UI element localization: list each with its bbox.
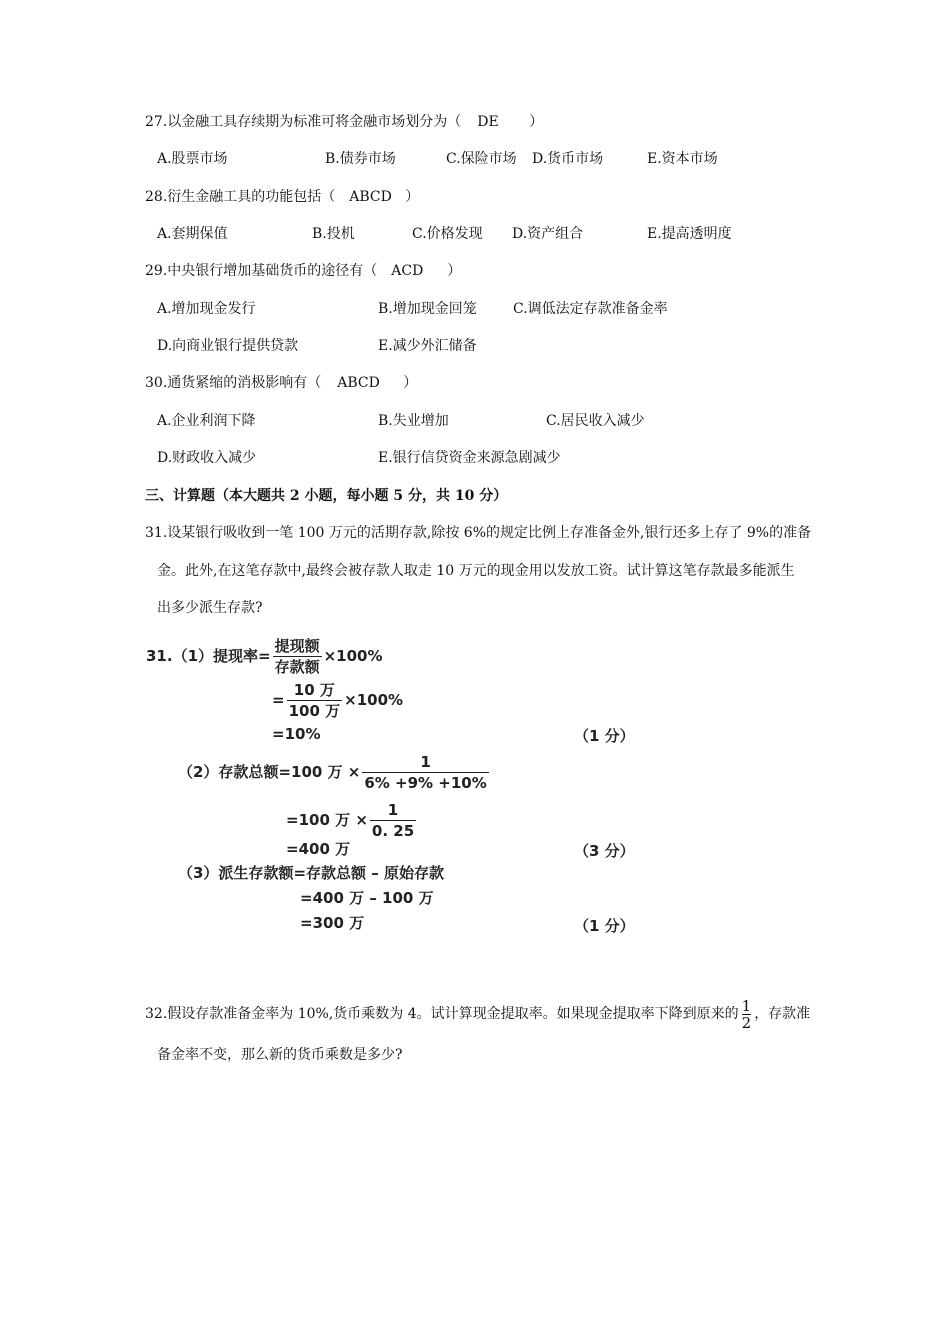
q28-option-d: D.资产组合 <box>512 226 584 242</box>
fraction-total-deposit <box>362 752 488 793</box>
equals-sign: = <box>272 691 285 709</box>
equals-sign: = <box>258 647 271 665</box>
times-100-percent: ×100% <box>323 647 383 665</box>
question-28-answer: ABCD <box>349 189 392 205</box>
question-29-close: ） <box>447 263 462 279</box>
question-32-text-b: ，存款准 <box>754 1006 811 1022</box>
score-1: （1 分） <box>574 727 635 745</box>
multiplier: =100 万 × <box>278 763 361 781</box>
fraction-one-half <box>742 998 752 1031</box>
fraction-one-over-025 <box>370 800 416 841</box>
q30-option-a: A.企业利润下降 <box>157 413 256 429</box>
fraction-numerator: 1 <box>387 801 399 819</box>
question-30-stem <box>145 374 417 392</box>
question-32-text-a: 32.假设存款准备金率为 10%,货币乘数为 4。试计算现金提取率。如果现金提取率下降到原来的 <box>145 1006 739 1022</box>
derived-deposit-formula: =存款总额 – 原始存款 <box>293 864 444 882</box>
fraction-numerator: 提现额 <box>274 637 320 655</box>
question-27-stem <box>145 113 543 131</box>
question-27-text: 27.以金融工具存续期为标准可将金融市场划分为（ <box>145 114 462 130</box>
solution-step-1b <box>272 680 403 721</box>
times-100-percent: ×100% <box>344 691 404 709</box>
score-2: （3 分） <box>574 842 635 860</box>
solution-result-2: =400 万 <box>286 840 351 858</box>
solution-result-3: =300 万 <box>300 914 365 932</box>
question-28-stem <box>145 188 419 206</box>
question-29-answer: ACD <box>391 263 424 279</box>
fraction-numerator: 1 <box>420 753 431 771</box>
section-heading: 三、计算题（本大题共 2 小题，每小题 5 分，共 10 分） <box>145 488 508 504</box>
question-29-stem <box>145 262 461 280</box>
fraction-numerator: 1 <box>741 996 752 1015</box>
q30-option-b: B.失业增加 <box>378 413 449 429</box>
question-27-answer: DE <box>477 114 499 130</box>
question-30-answer: ABCD <box>337 375 380 391</box>
solution-step-2 <box>178 752 491 793</box>
multiplier: =100 万 × <box>286 811 368 829</box>
fraction-denominator: 100 万 <box>288 702 341 720</box>
q29-option-e: E.减少外汇储备 <box>378 338 477 354</box>
q30-option-e: E.银行信贷资金来源急剧减少 <box>378 450 561 466</box>
q27-option-b: B.债券市场 <box>325 151 396 167</box>
question-28-close: ） <box>405 189 420 205</box>
q28-option-b: B.投机 <box>312 226 355 242</box>
q28-option-c: C.价格发现 <box>412 226 483 242</box>
question-32-line-2: 备金率不变，那么新的货币乘数是多少? <box>157 1047 403 1063</box>
question-31-line-2: 金。此外,在这笔存款中,最终会被存款人取走 10 万元的现金用以发放工资。试计算这笔存款最多能派生 <box>157 563 795 579</box>
q27-option-a: A.股票市场 <box>157 151 228 167</box>
solution-step-3 <box>178 863 444 883</box>
q30-option-d: D.财政收入减少 <box>157 450 257 466</box>
q29-option-b: B.增加现金回笼 <box>378 301 477 317</box>
fraction-denominator: 0. 25 <box>371 822 415 840</box>
question-28-text: 28.衍生金融工具的功能包括（ <box>145 189 336 205</box>
solution-step-3b: =400 万 – 100 万 <box>300 889 434 907</box>
q29-option-c: C.调低法定存款准备金率 <box>513 301 668 317</box>
solution-result-1: =10% <box>272 725 321 743</box>
fraction-denominator: 存款额 <box>274 658 320 676</box>
solution-step-2b <box>286 800 418 841</box>
fraction-denominator: 6% +9% +10% <box>364 774 487 792</box>
question-27-close: ） <box>529 114 544 130</box>
question-29-text: 29.中央银行增加基础货币的途径有（ <box>145 263 378 279</box>
q29-option-d: D.向商业银行提供贷款 <box>157 338 299 354</box>
fraction-withdrawal <box>273 636 322 677</box>
fraction-10-over-100 <box>287 680 343 721</box>
q28-option-e: E.提高透明度 <box>647 226 732 242</box>
question-30-text: 30.通货紧缩的消极影响有（ <box>145 375 322 391</box>
fraction-numerator: 10 万 <box>293 681 335 699</box>
fraction-denominator: 2 <box>741 1013 752 1032</box>
question-31-line-1: 31.设某银行吸收到一笔 100 万元的活期存款,除按 6%的规定比例上存准备金外,银行还多上存了 9%的准备 <box>145 525 812 541</box>
solution-label-1: 31.（1）提现率 <box>146 647 259 665</box>
solution-label-3: （3）派生存款额 <box>178 864 294 882</box>
q27-option-c: C.保险市场 <box>446 151 517 167</box>
q28-option-a: A.套期保值 <box>157 226 228 242</box>
question-32-line-1 <box>145 996 810 1032</box>
q29-option-a: A.增加现金发行 <box>157 301 256 317</box>
q27-option-e: E.资本市场 <box>647 151 718 167</box>
solution-step-1 <box>146 636 383 677</box>
q27-option-d: D.货币市场 <box>532 151 604 167</box>
q30-option-c: C.居民收入减少 <box>546 413 645 429</box>
solution-label-2: （2）存款总额 <box>178 763 279 781</box>
question-30-close: ） <box>403 375 418 391</box>
question-31-line-3: 出多少派生存款? <box>157 600 263 616</box>
score-3: （1 分） <box>574 917 635 935</box>
